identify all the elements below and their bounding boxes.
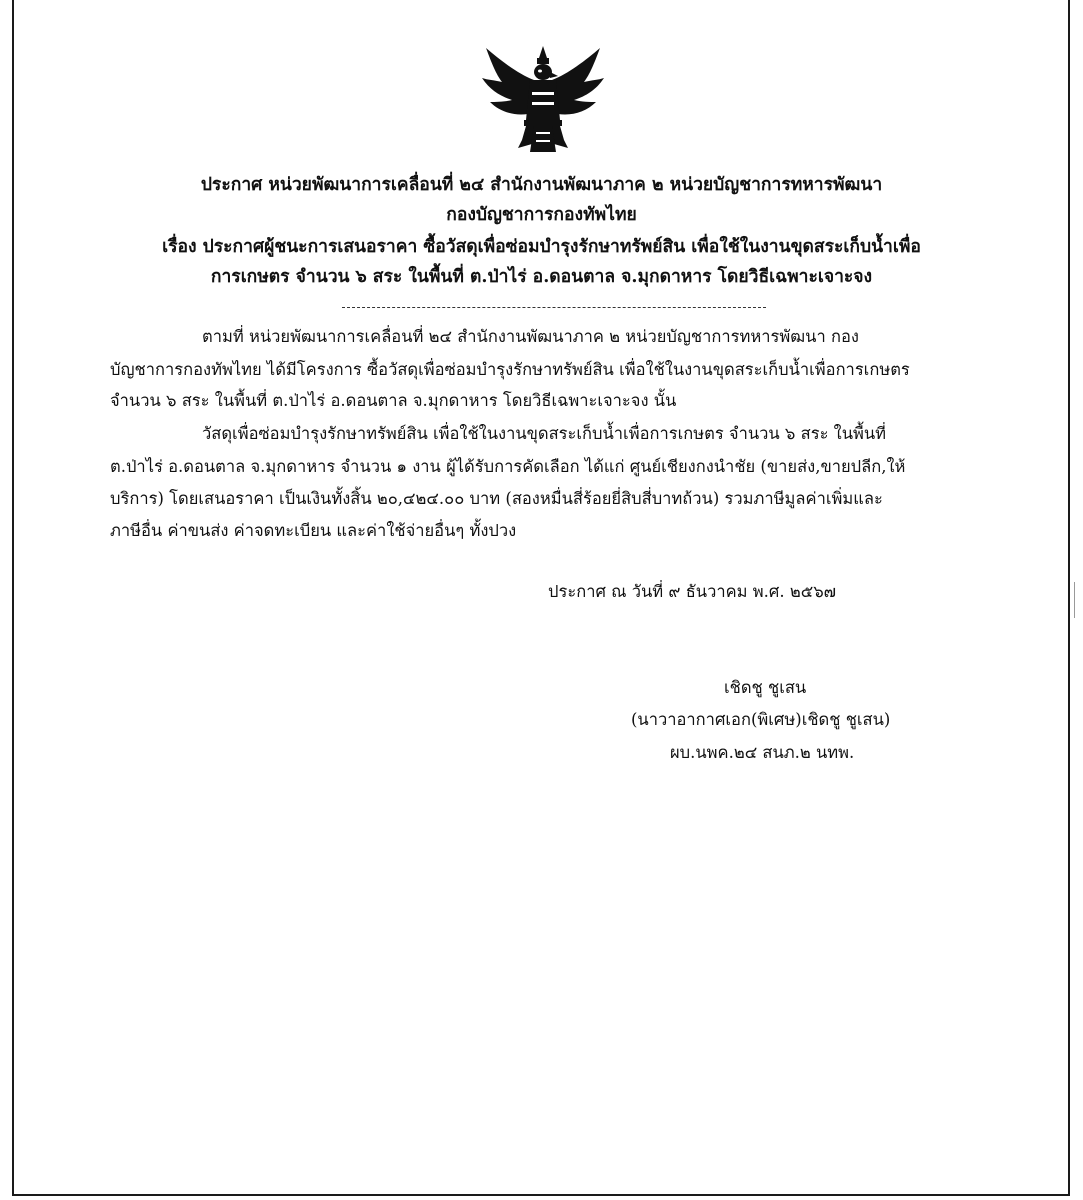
- paragraph-2-line-2: ต.ป่าไร่ อ.ดอนตาล จ.มุกดาหาร จำนวน ๑ งาน ผู้ได้รับการคัดเลือก ได้แก่ ศูนย์เชียงกงนำชัย (ขายส่ง,ขายปลีก,ให้: [110, 457, 906, 476]
- title-line-1: ประกาศ หน่วยพัฒนาการเคลื่อนที่ ๒๔ สำนักงานพัฒนาภาค ๒ หน่วยบัญชาการทหารพัฒนา: [200, 175, 883, 195]
- scan-mark: [1074, 582, 1075, 618]
- paragraph-2-line-1: วัสดุเพื่อซ่อมบำรุงรักษาทรัพย์สิน เพื่อใช้ในงานขุดสระเก็บน้ำเพื่อการเกษตร จำนวน ๖ สระ ในพื้นที่: [202, 424, 887, 443]
- title-line-3: เรื่อง ประกาศผู้ชนะการเสนอราคา ซื้อวัสดุเพื่อซ่อมบำรุงรักษาทรัพย์สิน เพื่อใช้ในงานขุดสระเก็บน้ำเพื่อ: [162, 237, 921, 257]
- garuda-emblem-icon: [478, 40, 608, 160]
- announcement-date: ประกาศ ณ วันที่ ๙ ธันวาคม พ.ศ. ๒๕๖๗: [548, 582, 837, 601]
- paragraph-2-line-4: ภาษีอื่น ค่าขนส่ง ค่าจดทะเบียน และค่าใช้จ่ายอื่นๆ ทั้งปวง: [110, 521, 517, 540]
- title-line-4: การเกษตร จำนวน ๖ สระ ในพื้นที่ ต.ป่าไร่ อ.ดอนตาล จ.มุกดาหาร โดยวิธีเฉพาะเจาะจง: [210, 267, 873, 287]
- title-line-2: กองบัญชาการกองทัพไทย: [446, 205, 637, 225]
- signature-position: ผบ.นพค.๒๔ สนภ.๒ นทพ.: [670, 743, 855, 762]
- signature-name: เชิดชู ชูเสน: [724, 678, 807, 697]
- paragraph-1-line-3: จำนวน ๖ สระ ในพื้นที่ ต.ป่าไร่ อ.ดอนตาล จ.มุกดาหาร โดยวิธีเฉพาะเจาะจง นั้น: [110, 391, 677, 410]
- signature-full-name: (นาวาอากาศเอก(พิเศษ)เชิดชู ชูเสน): [631, 710, 891, 729]
- paragraph-1-line-1: ตามที่ หน่วยพัฒนาการเคลื่อนที่ ๒๔ สำนักงานพัฒนาภาค ๒ หน่วยบัญชาการทหารพัฒนา กอง: [202, 327, 859, 346]
- paragraph-2-line-3: บริการ) โดยเสนอราคา เป็นเงินทั้งสิ้น ๒๐,๔๒๔.๐๐ บาท (สองหมื่นสี่ร้อยยี่สิบสี่บาทถ้วน) รวมภาษีมูลค่าเพิ่มและ: [110, 489, 883, 508]
- paragraph-1-line-2: บัญชาการกองทัพไทย ได้มีโครงการ ซื้อวัสดุเพื่อซ่อมบำรุงรักษาทรัพย์สิน เพื่อใช้ในงานขุดสระเก็บน้ำเพื่อการเกษตร: [110, 360, 910, 379]
- separator-line: [342, 307, 766, 308]
